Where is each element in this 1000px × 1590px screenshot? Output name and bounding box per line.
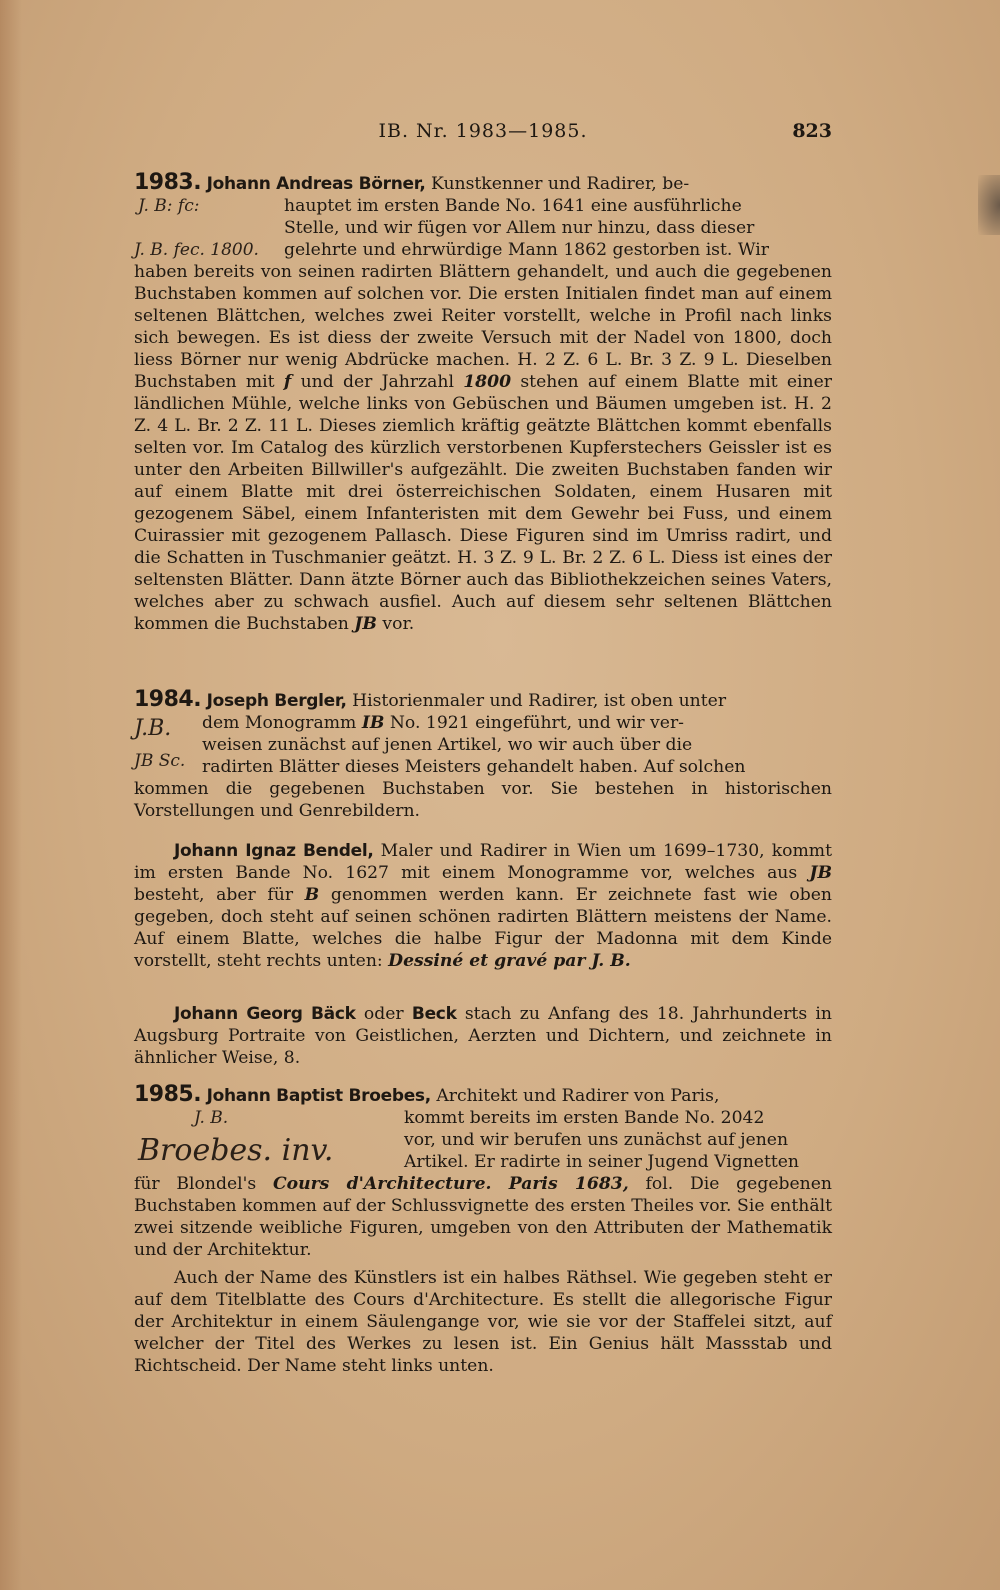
text-line: kommt bereits im ersten Bande No. 2042 xyxy=(404,1108,765,1128)
artist-name: Joseph Bergler, xyxy=(206,691,347,711)
artist-name: Johann Ignaz Bendel, xyxy=(174,841,374,861)
text-line: Stelle, und wir fügen vor Allem nur hinzu, dass dieser xyxy=(284,218,755,238)
running-header xyxy=(134,120,832,146)
body-text: genommen werden kann. Er zeichnete fast wie oben gegeben, doch steht auf seinen schönen radirten Blättern meistens der Name. Auf einem Blatte, welches die halbe Figur der Madonna mit dem Kinde vorstellt, steht rechts unten: xyxy=(134,885,832,971)
text-line: gelehrte und ehrwürdige Mann 1862 gestorben ist. Wir xyxy=(284,240,769,260)
body-text: für Blondel's xyxy=(134,1174,257,1194)
monogram-adjacent-text xyxy=(202,712,832,778)
entry-1985-first-line xyxy=(134,1084,832,1107)
text: No. 1921 eingeführt, und wir ver- xyxy=(389,713,684,733)
entry-baeck xyxy=(134,1003,832,1069)
monogram-letter: B xyxy=(304,885,320,905)
entry-number: 1983. xyxy=(134,170,202,195)
body-text: Maler und Radirer in Wien um 1699–1730, kommt im ersten Bande No. 1627 mit einem Monogramme vor, welches aus xyxy=(134,841,832,883)
body-text: haben bereits von seinen radirten Blättern gehandelt, und auch die gegebenen Buchstaben kommen auf solchen vor. Die ersten Initialen findet man auf einem seltenen Blättchen, welches zwei Reiter vorstellt, welche in Profil nach links sich bewegen. Es ist diess der zweite Versuch mit der Nadel von 1800, doch liess Börner nur wenig Abdrücke machen. H. 2 Z. 6 L. Br. 3 Z. 9 L. Dieselben Buchstaben mit xyxy=(134,262,832,392)
monogram-letters: IB xyxy=(361,713,385,733)
text-line xyxy=(202,712,832,734)
text-line: vor, und wir berufen uns zunächst auf jenen xyxy=(404,1130,789,1150)
monogram-letter: f xyxy=(283,372,292,392)
book-spine-shadow xyxy=(0,0,22,1590)
artist-name: Johann Georg Bäck xyxy=(174,1004,356,1024)
monogram-2: Broebes. inv. xyxy=(138,1133,334,1168)
monogram-adjacent-text xyxy=(404,1107,832,1173)
monogram-2: J. B. fec. 1800. xyxy=(134,240,259,260)
body-text: stehen auf einem Blatte mit einer ländlichen Mühle, welche links von Gebüschen und Bäumen umgeben ist. H. 2 Z. 4 L. Br. 2 Z. 11 L. Dieses ziemlich kräftig geätzte Blättchen kommt ebenfalls selten vor. Im Catalog des kürzlich verstorbenen Kupferstechers Geissler ist es unter den Arbeiten Billwiller's aufgezählt. Die zweiten Buchstaben fanden wir auf einem Blatte mit drei österreichischen Soldaten, einem Husaren mit gezogenem Säbel, einem Infanteristen mit dem Gewehr bei Fuss, und einem Cuirassier mit gezogenem Pallasch. Diese Figuren sind im Umriss radirt, und die Schatten in Tuschmanier geätzt. H. 3 Z. 9 L. Br. 2 Z. 6 L. Diess ist eines der seltensten Blätter. Dann ätzte Börner auch das Bibliothekzeichen seines Vaters, welches aber zu schwach ausfiel. Auch auf diesem sehr seltenen Blättchen kommen die Buchstaben xyxy=(134,372,832,634)
text-line: weisen zunächst auf jenen Artikel, wo wir auch über die xyxy=(202,735,693,755)
body-text: fol. Die gegebenen Buchstaben kommen auf der Schlussvignette des ersten Theiles vor. Sie enthält zwei sitzende weibliche Figuren, umgeben von den Attributen der Mathematik und der Architektur. xyxy=(134,1174,832,1260)
bendel-paragraph xyxy=(134,840,832,972)
monogram-2: JB Sc. xyxy=(134,751,186,771)
monogram-year: 1800 xyxy=(463,372,512,392)
monogram-1: J. B: fc: xyxy=(138,196,200,216)
monogram-1: J. B. xyxy=(194,1108,229,1128)
entry-text: Kunstkenner und Radirer, be- xyxy=(425,174,690,194)
entry-1983-body xyxy=(134,261,832,635)
body-text: besteht, aber für xyxy=(134,885,294,905)
inscription: Dessiné et gravé par J. B. xyxy=(388,951,631,971)
text-line: radirten Blätter dieses Meisters gehandelt haben. Auf solchen xyxy=(202,757,746,777)
body-text: stach zu Anfang des 18. Jahrhunderts in Augsburg Portraite von Geistlichen, Aerzten und Dichtern, und zeichnete in ähnlicher Weise, 8. xyxy=(134,1004,832,1068)
entry-1984-body: kommen die gegebenen Buchstaben vor. Sie bestehen in historischen Vorstellungen und Genrebildern. xyxy=(134,779,832,821)
monogram-letters: JB xyxy=(354,614,377,634)
entry-1984-first-line xyxy=(134,689,832,712)
monogram-1: J.B. xyxy=(134,716,172,741)
monogram-block xyxy=(134,1107,832,1173)
body-text: und der Jahrzahl xyxy=(300,372,454,392)
entry-text: Historienmaler und Radirer, ist oben unter xyxy=(346,691,727,711)
entry-bendel xyxy=(134,840,832,972)
artist-name: Johann Andreas Börner, xyxy=(206,174,426,194)
monogram-letters: JB xyxy=(809,863,832,883)
monogram-signatures xyxy=(134,1107,404,1173)
entry-text: Architekt und Radirer von Paris, xyxy=(430,1086,720,1106)
entry-1983-first-line xyxy=(134,172,832,195)
entry-number: 1985. xyxy=(134,1082,202,1107)
entry-1985 xyxy=(134,1084,832,1377)
text-line: Artikel. Er radirte in seiner Jugend Vignetten xyxy=(404,1152,800,1172)
text-line: hauptet im ersten Bande No. 1641 eine ausführliche xyxy=(284,196,742,216)
monogram-signatures xyxy=(134,712,202,778)
artist-name: Johann Baptist Broebes, xyxy=(206,1086,431,1106)
work-title: Cours d'Architecture. Paris 1683, xyxy=(272,1174,629,1194)
entry-1985-paragraph-2: Auch der Name des Künstlers ist ein halbes Räthsel. Wie gegeben steht er auf dem Titelblatte des Cours d'Architecture. Es stellt die allegorische Figur der Architektur in einem Säulengange vor, wie sie vor der Staffelei sitzt, auf welcher der Titel des Werkes zu lesen ist. Ein Genius hält Massstab und Richtscheid. Der Name steht links unten. xyxy=(134,1268,832,1376)
body-text: vor. xyxy=(382,614,415,634)
page-number: 823 xyxy=(792,120,832,142)
entry-1983 xyxy=(134,172,832,635)
body-text: oder xyxy=(355,1004,412,1024)
entry-number: 1984. xyxy=(134,687,202,712)
entry-1984 xyxy=(134,689,832,822)
artist-name-alt: Beck xyxy=(411,1004,457,1024)
baeck-paragraph xyxy=(134,1003,832,1069)
monogram-block xyxy=(134,712,832,778)
monogram-block xyxy=(134,195,832,261)
entry-1985-body xyxy=(134,1173,832,1261)
header-title: IB. Nr. 1983—1985. xyxy=(378,120,588,142)
text: dem Monogramm xyxy=(202,713,357,733)
monogram-adjacent-text xyxy=(284,195,832,261)
page-stain xyxy=(978,175,1000,235)
monogram-signatures xyxy=(134,195,284,261)
